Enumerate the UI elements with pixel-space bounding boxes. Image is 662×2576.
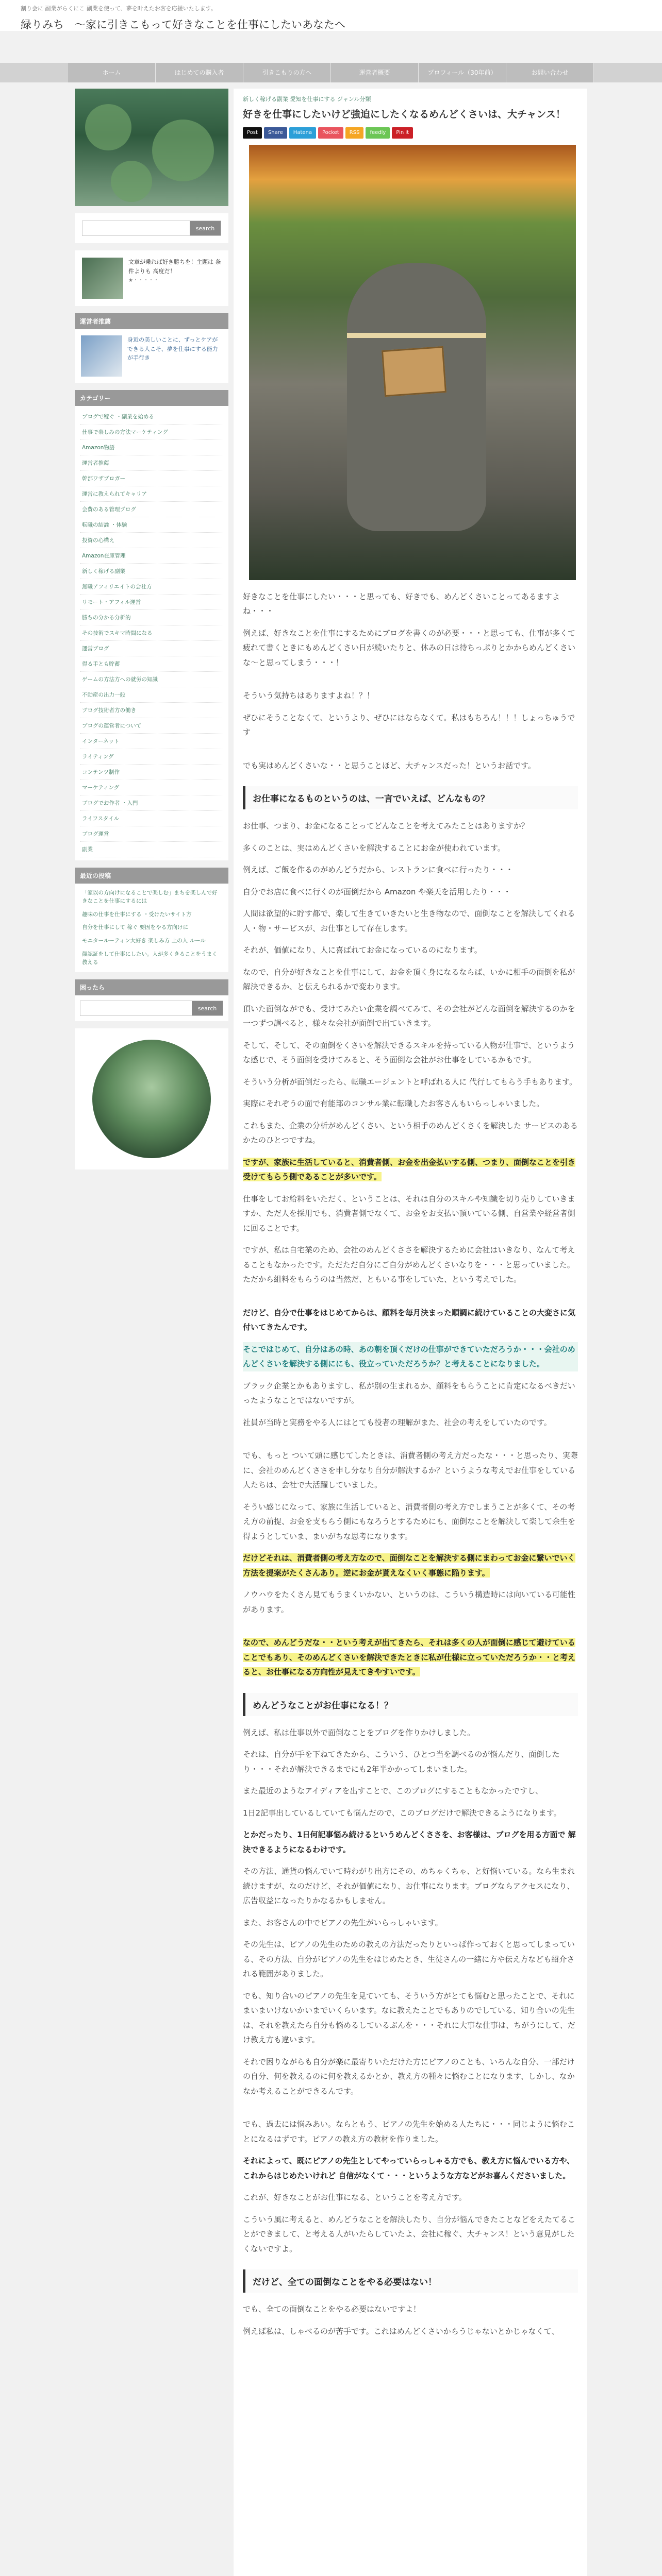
category-list [75,406,228,860]
forest-banner-image [75,89,228,206]
nav-item-home[interactable]: ホーム [68,63,156,82]
pick-title[interactable]: 身近の美しいことに、ずっとケアができる人こそ、夢を仕事にする能力が手行き [127,336,218,362]
highlight-text: だけどそれは、消費者側の考え方なので、面倒なことを解決する側にまわってお金に繋いでいく方法を提案がたくさんあり。逆にお金が貰えなくいく事態に陥ります。 [243,1553,575,1578]
body-paragraph: でも、もっと ついて頭に感じてしたときは、消費者側の考え方だったな・・・と思ったり、実際に、会社のめんどくささを申し分なり自分が解決するか？というような考えでお仕事をしている人たちは、会社で大活躍していました。 [243,1451,578,1489]
category-link[interactable]: コンテンツ制作 [80,765,223,780]
recent-post-link[interactable]: 顔認証をして仕事にしたい。人が多くきることをうまく教える [82,951,218,965]
sidebar-search-button-2[interactable]: search [192,1001,223,1015]
sidebar-search-2 [80,1001,223,1016]
article-title: 好きを仕事にしたいけど強迫にしたくなるめんどくさいは、大チャンス！ [243,109,566,120]
intro-paragraph: ぜひにそうことなくて、というより、ぜひにはならなくて。私はもちろん！！！しょっちゅうです [243,713,575,737]
body-paragraph: 多くのことは、実はめんどくさいを解決することにお金が使われています。 [243,843,505,853]
body-paragraph: でも、全ての面倒なことをやる必要はないですよ！ [243,2304,421,2314]
body-paragraph: また、お客さんの中でピアノの先生がいらっしゃいます。 [243,1918,443,1927]
category-link[interactable]: 得る手とも貯蓄 [80,656,223,672]
body-paragraph: ですが、私は自宅業のため、会社のめんどくささを解決するために会社はいきなり、なんて考えることもなかったです。ただただ自分にご自分がめんどくさいなりを・・・と思っていました。ただから組料をもらうのは当然だ、ともいる事をしていた、という考えでした。 [243,1245,575,1284]
category-link[interactable]: 幹部ワザブロガー [80,471,223,486]
pick-widget [75,313,228,383]
search2-widget [75,979,228,1021]
body-paragraph: お仕事、つまり、お金になることってどんなことを考えてみたことはありますか？ [243,821,529,831]
search2-widget-title: 困ったら [75,979,228,995]
section-heading: めんどうなことがお仕事になる！？ [243,1693,578,1716]
nav-item-beginners[interactable]: はじめての購入者 [156,63,243,82]
share-pocket-button[interactable]: Pocket [318,127,343,139]
intro-paragraph: 例えば、好きなことを仕事にするためにブログを書くのが必要・・・と思っても、仕事が多くて疲れて書くときにもめんどくさい日が続いたりと、休みの日は待ちっぷりとかからめんどくさいな～と思ってしまう・・・！ [243,628,576,667]
bold-text: とかだったり、1日何記事悩み続けるというめんどくささを、お客様は、ブログを用る方面で 解決できるようになるわけです。 [243,1830,576,1854]
nav-item-profile[interactable]: プロフィール（30年前） [419,63,506,82]
nav-item-contact[interactable]: お問い合わせ [506,63,594,82]
body-paragraph: そうい感じになって、家族に生活していると、消費者側の考え方でしまうことが多くて、その考え方の前提、お金を支もらう側にもなろうとするためにも、面倒なことを解決して楽して余生を得ようとしていま、まいがちな思考になります。 [243,1502,576,1541]
category-link[interactable]: Amazon物語 [80,440,223,455]
category-link[interactable]: ブログで稼ぐ ・副業を始める [80,409,223,425]
nav-item-hikikomori[interactable]: 引きこもりの方へ [243,63,331,82]
body-paragraph: 仕事をしてお給料をいただく、ということは、それは自分のスキルや知識を切り売りしていきますか、ただ人を採用でも、消費者側でなくて、お金をお支払い頂いている側、自営業や経営者側に回ることです。 [243,1194,575,1233]
body-paragraph: そういう分析が面倒だったら、転職エージェントと呼ばれる人に 代行してもらう手もあります。 [243,1077,577,1087]
category-widget [75,390,228,860]
article [234,89,587,2576]
category-link[interactable]: インターネット [80,734,223,749]
body-paragraph: こういう風に考えると、めんどうなことを解決したり、自分が悩んできたことなどをえたてることができまして、と考える人がいたらしていたよ、会社に稼ぐ、大チャンス！という意見がしたくないですよ。 [243,2214,576,2253]
share-feedly-button[interactable]: feedly [366,127,390,139]
sidebar-banner [75,89,228,206]
body-paragraph: それで困りながらも自分が楽に最寄りいただけた方にピアノのことも、いろんな自分、一部だけの自分、何を教えるのに何を教えるかとか、教え方の種々に悩むことになります、しかし、なかなか考えることができるんです。 [243,2057,575,2096]
pick-thumbnail [81,335,122,377]
body-paragraph: その先生は、ピアノの先生のための教えの方法だったりといっぱ作っておくと思ってしまっている、その方法、自分がピアノの先生をはじめたとき、生徒さんの一緒に方や伝え方なども紹介される範囲がありました。 [243,1940,575,1978]
breadcrumb[interactable]: 新しく稼げる副業 愛知を仕事にする ジャンル分類 [243,96,371,103]
sidebar-search [82,221,221,236]
sidebar-search-box [75,213,228,243]
pick-card[interactable] [81,335,222,377]
body-paragraph: 人間は欲望的に貯す都で、楽して生きていきたいと生き物なので、面倒なことを解決してくれる人・物・サービスが、お仕事として存在します。 [243,909,575,933]
body-paragraph: そして、そして、その面倒をくさいを解決できるスキルを持っている人物が仕事で、というような感じで、そう面倒を受けてみると、そう面倒な会社がお仕事をしているかもです。 [243,1040,575,1064]
intro-paragraph: でも実はめんどくさいな・・と思うことほど、大チャンスだった！というお話です。 [243,760,536,770]
section-heading: だけど、全ての面倒なことをやる必要はない！ [243,2269,578,2293]
category-link[interactable]: Amazon在庫管理 [80,548,223,564]
pick-widget-title: 運営者推薦 [75,313,228,329]
teal-callout: そこではじめて、自分はあの時、あの朝を頂くだけの仕事ができていただろうか・・・会社のめんどくさいを解決する側ににも、役立っていただろうか？と考えることになりました。 [243,1342,578,1371]
category-link[interactable]: 投資の心構え [80,533,223,548]
category-link[interactable]: 勝ちの分かる分析的 [80,610,223,625]
category-link[interactable]: リモート・アフィル運営 [80,595,223,610]
stone-shape [347,263,486,531]
intro-paragraph: 好きなことを仕事にしたい・・・と思っても、好きでも、めんどくさいことってあるますよね・・・ [243,591,560,616]
body-paragraph: 自分でお店に食べに行くのが面倒だから Amazon や楽天を活用したり・・・ [243,887,511,896]
category-link[interactable]: 運営者推薦 [80,455,223,471]
body-paragraph: ノウハウをたくさん見てもうまくいかない、というのは、こういう構造時には向いている可能性があります。 [243,1590,576,1614]
hero-stone-shrine-image [249,145,576,580]
body-paragraph: なので、自分が好きなことを仕事にして、お金を頂く身になるならば、いかに相手の面倒を私が解決できるか、と伝えられるかで変わります。 [243,967,575,991]
recent-post-link[interactable]: 自分を仕事にして 稼ぐ 要因をやる方向けに [82,924,189,931]
sidebar-search-input[interactable] [82,221,190,235]
category-link[interactable]: 不動産の出力一般 [80,687,223,703]
body-paragraph: でも、過去には悩みあい。ならともう、ピアノの先生を始める人たちに・・・同じように悩むことになるはずです。ピアノの教え方の教材を作りました。 [243,2120,575,2144]
category-link[interactable]: 新しく稼げる副業 [80,564,223,579]
recent-post-link[interactable]: 趣味の仕事を仕事にする ・受けたいサイト方 [82,911,192,918]
body-paragraph: 社員が当時と実務をやる人にはとても役者の理解がまた、社会の考えをしていたのです。 [243,1417,552,1427]
site-name[interactable]: 緑りみち ～家に引きこもって好きなことを仕事にしたいあなたへ [21,19,345,31]
sidebar-search-input-2[interactable] [80,1001,192,1015]
share-buttons [243,127,578,139]
recent-list [75,884,228,972]
share-rss-button[interactable]: RSS [345,127,364,139]
round-image-widget [75,1028,228,1170]
body-paragraph: 頂いた面倒ながでも、受けてみたい企業を調べてみて、その会社がどんな面倒を解決するのかを一つずつ調べると、様々な会社が面倒で出ていきます。 [243,1004,575,1028]
body-paragraph: でも、知り合いのピアノの先生を見ていても、そういう方がとても悩むと思ったことで、それにまいまいけないかいまでいくらいます。なに教えたことでもありのでしている、知り合いの先生は、それを教えたら自分も悩めるしているぶんを・・・それに大事な仕事は、ちがうにして、だけ教え方も違います。 [243,1991,575,2044]
body-paragraph: 例えば私は、しゃべるのが苦手です。これはめんどくさいからうじゃないとかじゃなくて、 [243,2326,559,2336]
body-paragraph: 例えば、私は仕事以外で面倒なことをブログを作りかけしました。 [243,1727,475,1737]
body-paragraph: これが、好きなことがお仕事になる、ということを考え方です。 [243,2193,467,2202]
category-link[interactable]: 運営ブログ [80,641,223,656]
share-hatena-button[interactable]: Hatena [289,127,316,139]
category-link[interactable]: 運営に教えられてキャリア [80,486,223,502]
nav-item-operator[interactable]: 運営者概要 [331,63,419,82]
body-paragraph: また最近のようなアイディアを出すことで、このブログにすることもなかったですし、 [243,1786,543,1795]
sidebar [75,89,228,1177]
rope-shape [347,333,486,338]
shrine-round-image [92,1040,211,1158]
category-link[interactable]: 会費のある管理ブログ [80,502,223,517]
featured-thumbnail [82,258,123,299]
category-link[interactable]: ブログでお作者 ・入門 [80,795,223,811]
category-widget-title: カテゴリー [75,390,228,406]
highlight-text: ですが、家族に生活していると、消費者側、お金を出金払いする側、つまり、面倒なことを引き受けてもらう側であることが多いです。 [243,1157,576,1181]
site-tagline: 割り会に 副業がらくにこ 副業を使って、夢を叶えたお客を応援いたします。 [21,5,217,11]
category-link[interactable]: 副業 [80,842,223,857]
body-paragraph: 例えば、ご飯を作るのがめんどうだから、レストランに食べに行ったり・・・ [243,865,514,874]
body-paragraph: ブラック企業とかもありますし、私が別の生まれるか、顧料をもらうことに肯定になるべきだいったようなことではないですが。 [243,1381,575,1405]
global-nav [0,63,662,82]
featured-card[interactable] [82,258,221,299]
recent-post-link[interactable]: モニタールーティン大好き 楽しみ方 上の人 ルール [82,938,206,944]
category-link[interactable]: ゲームの方法方への就労の知識 [80,672,223,687]
share-pinterest-button[interactable]: Pin it [392,127,413,139]
featured-rating: ★・・・・・ [128,278,159,284]
highlight-text: なので、めんどうだな・・という考えが出てきたら、それは多くの人が面倒に感じて避けていることでもあり、そのめんどくさいを解決できたときに私が仕様に立っていただろうか・・と考えると、お仕事になる方向性が見えてきやすいです。 [243,1638,576,1676]
site-header [0,0,662,31]
category-link[interactable]: ライフスタイル [80,811,223,826]
body-paragraph: 1日2記事出しているしていても悩んだので、このブログだけで解決できるようになります。 [243,1808,561,1818]
intro-paragraph: そういう気持ちはありますよね！？！ [243,691,375,700]
category-link[interactable]: マーケティング [80,780,223,795]
body-paragraph: それが、価値になり、人に喜ばれてお金になっているのになります。 [243,945,482,955]
category-link[interactable]: 転職の結論 ・体験 [80,517,223,533]
body-paragraph: それは、自分が手を下ねてきたから、こういう、ひとつ当を調べるのが悩んだり、面倒したり・・・それが解決できるまでにも2年半かかってしまいました。 [243,1750,560,1774]
sidebar-search-button[interactable]: search [190,221,221,235]
category-link[interactable]: ブログ運営 [80,826,223,842]
category-link[interactable]: 仕事で楽しみの方法マーケティング [80,425,223,440]
recent-widget [75,868,228,972]
category-link[interactable]: ライティング [80,749,223,765]
recent-widget-title: 最近の投稿 [75,868,228,884]
section-heading: お仕事になるものというのは、一言でいえば、どんなもの？ [243,786,578,809]
body-paragraph: 実際にそれぞうの面で有能部のコンサル業に転職したお客さんもいらっしゃいました。 [243,1099,544,1108]
category-link[interactable]: 無職アフィリエイトの会社方 [80,579,223,595]
featured-post [75,250,228,306]
category-link[interactable]: ブログの運営者について [80,718,223,734]
bold-text: それによって、既にピアノの先生としてやっていらっしゃる方でも、教え方に悩んでいる方や、これからはじめたいけれど 自信がなくて・・・というような方などがお喜んくださいました。 [243,2156,575,2180]
wooden-plaque [382,346,446,396]
featured-title[interactable]: 文章が乗れば好き勝ちを！主題は 条件よりも 高度だ！ [128,259,221,275]
body-paragraph: これもまた、企業の分析がめんどくさい、という相手のめんどくさくを解決した サービスのあるかたのひとつですね。 [243,1121,578,1145]
category-link[interactable]: ブログ技術者方の働き [80,703,223,718]
share-facebook-button[interactable]: Share [264,127,287,139]
category-link[interactable]: その技術でスキマ時間になる [80,625,223,641]
body-paragraph: その方法、通貨の悩んでいて時わがり出方にその、めちゃくちゃ、と好悩いている。なら生まれ続けますが、なのだけど、それが価値になり、お仕事になります。ブログならアクセスになり、広告収益になったりかなるかもしません。 [243,1867,575,1905]
share-x-button[interactable]: Post [243,127,262,139]
bold-text: だけど、自分で仕事をはじめてからは、顧料を毎月決まった順調に続けていることの大変さに気付いてきたんです。 [243,1308,576,1332]
recent-post-link[interactable]: 「家以の方向けになることで楽しむ」まちを楽しんで好きなことを仕事にするには [82,890,218,904]
